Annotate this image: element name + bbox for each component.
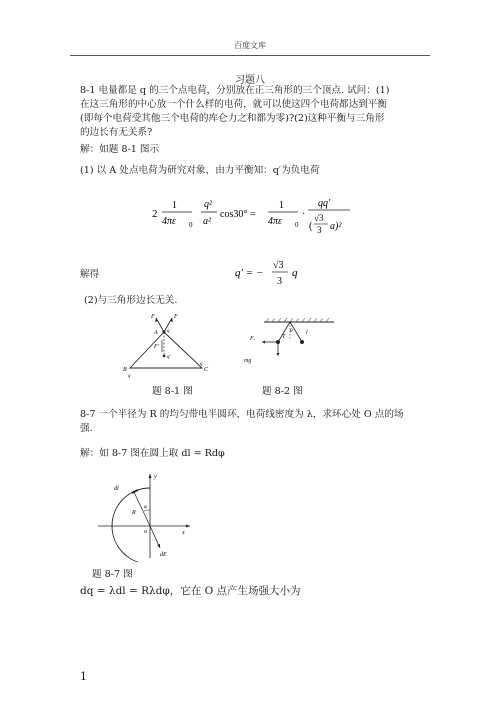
problem-line: 在这三角形的中心放一个什么样的电荷，就可以使这四个电荷都达到平衡 — [80, 99, 387, 110]
label-Fe: Fₑ — [250, 336, 256, 342]
solution-intro: 解：如题 8-1 图示 — [80, 144, 160, 155]
sqrt3: √3 — [314, 213, 324, 223]
label-C: C — [204, 367, 209, 373]
force-balance-equation — [150, 188, 380, 238]
label-o: o — [144, 529, 147, 535]
page-title: 习题八 — [235, 75, 265, 86]
label-F: F — [174, 314, 178, 320]
label-x: x — [182, 530, 185, 536]
fraction-numerator: q² — [204, 199, 212, 210]
figure-8-2 — [244, 318, 336, 360]
label-l: l — [306, 330, 308, 336]
fraction-numerator: qq′ — [318, 198, 331, 209]
page-header: 百度文库 — [234, 41, 266, 50]
equation-coef: 2 — [152, 208, 158, 220]
problem-8-7-final-line: dq = λdl = Rλdφ，它在 O 点产生场强大小为 — [80, 585, 301, 597]
label-theta: θ — [290, 329, 293, 334]
denominator-3: 3 — [317, 225, 322, 235]
result-tail: q — [292, 267, 298, 279]
figure-8-7 — [94, 470, 194, 562]
result-lhs: q′ = − — [235, 267, 264, 279]
label-phi: φ — [144, 505, 147, 510]
part-2-text: (2)与三角形边长无关. — [84, 295, 178, 306]
header-divider — [70, 55, 430, 56]
problem-8-7-solution: 解：如 8-7 图在圆上取 dl = Rdφ — [80, 448, 225, 459]
cos-term: cos30° = — [220, 209, 256, 220]
fraction-numerator: 1 — [279, 200, 284, 211]
problem-line: 8-1 电量都是 q 的三个点电荷，分别放在正三角形的三个顶点. 试问：(1) — [80, 85, 390, 96]
label-A: A — [154, 330, 158, 336]
fraction-denominator: 4πε — [268, 216, 282, 227]
label-dE: dE — [160, 552, 167, 558]
result-equation — [235, 256, 325, 290]
label-y: y — [154, 474, 157, 480]
label-B: B — [123, 367, 127, 373]
result-numerator: √3 — [273, 260, 284, 271]
label-Fprime: F′ — [154, 344, 159, 350]
label-R: R — [132, 510, 136, 516]
problem-8-7-text — [80, 408, 420, 436]
paren-close: a)² — [330, 221, 342, 232]
problem-line: (即每个电荷受其他三个电荷的库仑力之和都为零)?(2)这种平衡与三角形 — [80, 113, 385, 124]
result-label: 解得 — [80, 269, 100, 280]
figure-8-7-caption: 题 8-7 图 — [92, 569, 133, 580]
svg-text:·: · — [302, 209, 306, 220]
figure-8-1 — [118, 310, 210, 378]
problem-line: 强. — [80, 423, 93, 434]
figure-8-1-caption: 题 8-1 图 — [152, 386, 193, 397]
paren-open: ( — [309, 221, 313, 232]
label-qprime: q′ — [167, 355, 171, 360]
part-1-text: (1) 以 A 处点电荷为研究对象，由力平衡知：q′为负电荷 — [80, 165, 320, 176]
problem-line: 8-7 一个半径为 R 的均匀带电半圆环，电荷线密度为 λ，求环心处 O 点的场 — [80, 409, 404, 420]
label-q: q — [167, 329, 170, 334]
label-q: q — [200, 362, 203, 367]
label-F: F — [151, 314, 155, 320]
fraction-numerator: 1 — [172, 200, 177, 211]
label-mg: mg — [244, 358, 252, 364]
problem-8-1-text — [80, 84, 420, 140]
label-T: T — [282, 334, 286, 340]
subscript: 0 — [295, 221, 299, 229]
page-number: 1 — [80, 670, 87, 683]
problem-line: 的边长有无关系? — [80, 127, 153, 138]
figure-8-2-caption: 题 8-2 图 — [262, 386, 303, 397]
label-dl: dl — [114, 486, 119, 492]
result-denominator: 3 — [277, 276, 282, 287]
label-q: q — [128, 374, 131, 378]
subscript: 0 — [189, 221, 193, 229]
fraction-denominator: a² — [203, 216, 211, 227]
fraction-denominator: 4πε — [162, 216, 176, 227]
